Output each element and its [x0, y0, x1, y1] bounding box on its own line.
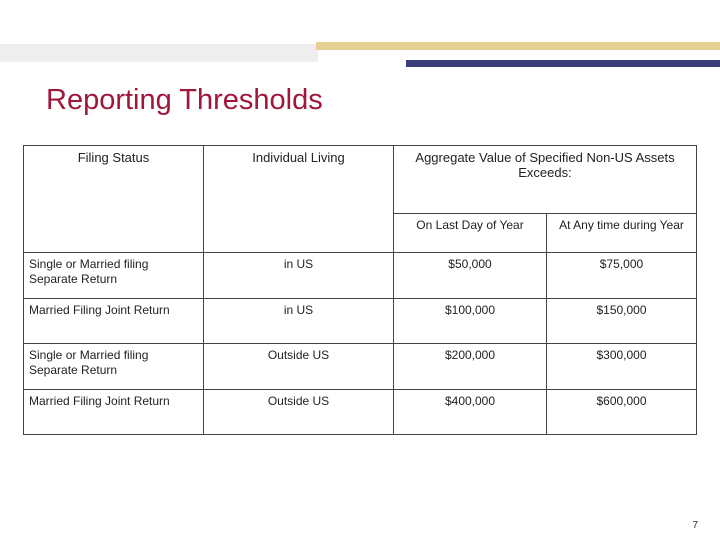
header-aggregate-value: Aggregate Value of Specified Non-US Assets Exceeds:	[394, 146, 697, 214]
cell-last-day: $400,000	[394, 389, 547, 435]
cell-any-time: $75,000	[547, 253, 697, 298]
cell-any-time: $600,000	[547, 389, 697, 435]
header-band-navy	[406, 60, 720, 67]
cell-last-day: $50,000	[394, 253, 547, 298]
header-row-main	[24, 146, 697, 214]
cell-any-time: $300,000	[547, 344, 697, 389]
table-row	[24, 253, 697, 298]
cell-living: Outside US	[204, 344, 394, 389]
thresholds-table	[23, 145, 697, 435]
cell-living: Outside US	[204, 389, 394, 435]
cell-filing-status: Married Filing Joint Return	[24, 298, 204, 343]
cell-living: in US	[204, 298, 394, 343]
table-row	[24, 298, 697, 343]
cell-filing-status: Married Filing Joint Return	[24, 389, 204, 435]
table-row	[24, 344, 697, 389]
cell-any-time: $150,000	[547, 298, 697, 343]
cell-filing-status: Single or Married filing Separate Return	[24, 253, 204, 298]
header-last-day: On Last Day of Year	[394, 213, 547, 252]
cell-living: in US	[204, 253, 394, 298]
header-individual-living: Individual Living	[204, 146, 394, 253]
slide-title: Reporting Thresholds	[46, 84, 323, 116]
cell-filing-status: Single or Married filing Separate Return	[24, 344, 204, 389]
header-band-gold	[316, 42, 720, 50]
header-filing-status: Filing Status	[24, 146, 204, 253]
cell-last-day: $100,000	[394, 298, 547, 343]
header-band-grey	[0, 44, 318, 62]
page-number: 7	[692, 520, 698, 531]
cell-last-day: $200,000	[394, 344, 547, 389]
table-row	[24, 389, 697, 435]
header-any-time: At Any time during Year	[547, 213, 697, 252]
